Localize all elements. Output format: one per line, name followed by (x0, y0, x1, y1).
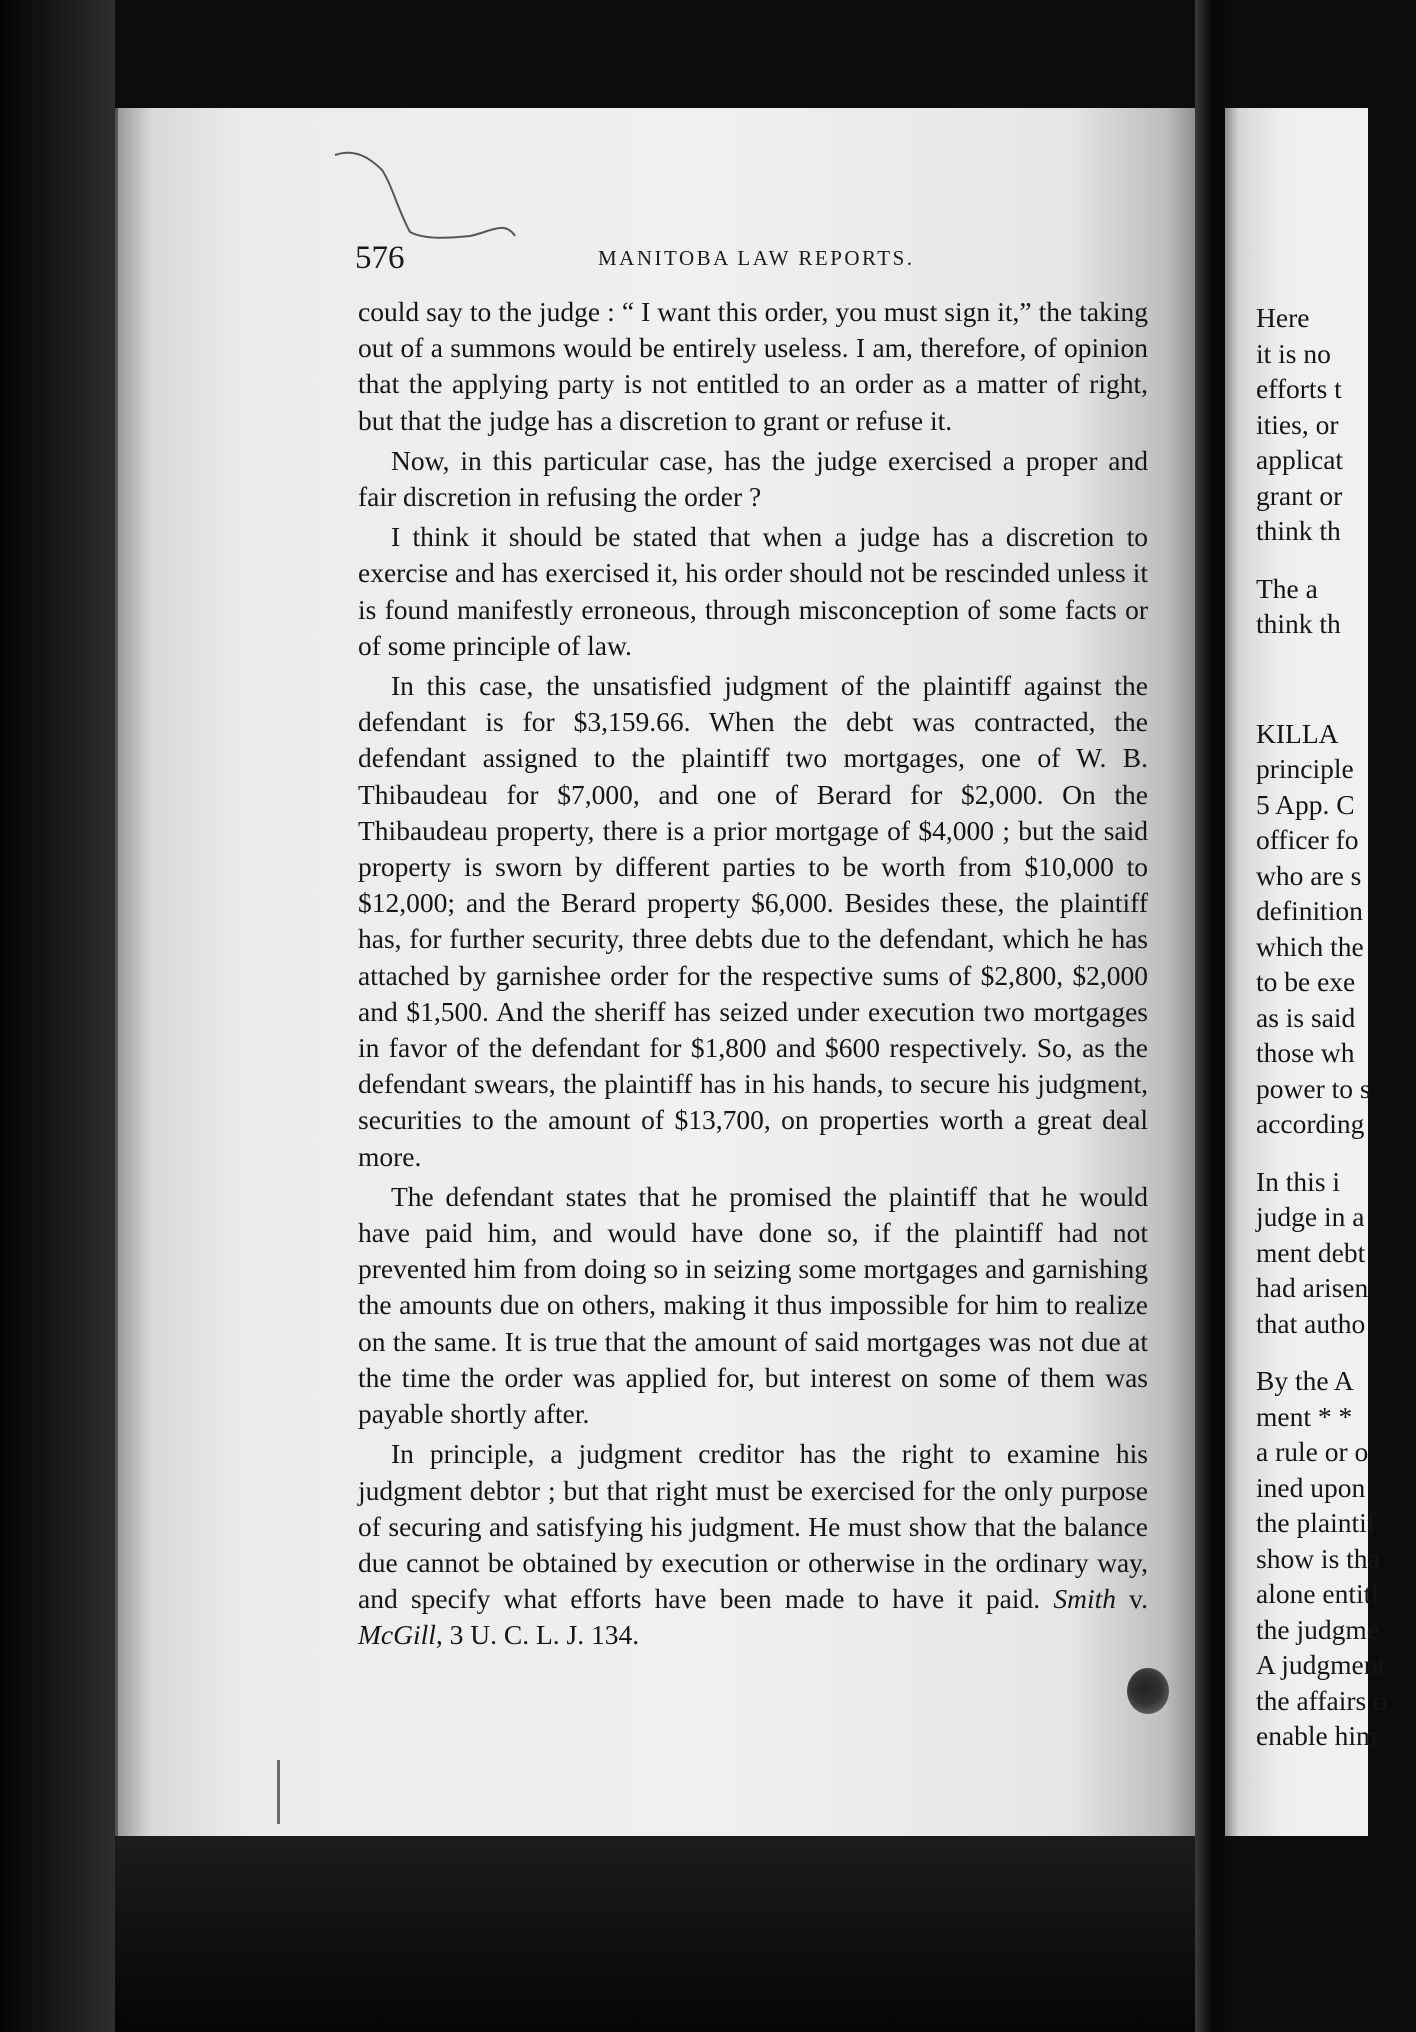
case-name-1: Smith (1053, 1583, 1116, 1615)
case-name-2: McGill, (358, 1619, 443, 1651)
facing-line: the judgme (1256, 1613, 1379, 1645)
facing-line: who are s (1256, 859, 1362, 891)
pen-scribble-mark (330, 140, 530, 250)
facing-line: definition (1256, 895, 1363, 926)
running-head: MANITOBA LAW REPORTS. (598, 246, 915, 270)
facing-line: applicat (1256, 444, 1344, 475)
book-spine (1195, 0, 1225, 2032)
facing-line: ment * * (1256, 1400, 1353, 1432)
facing-line: alone entitl (1256, 1578, 1379, 1609)
facing-page-text (1256, 300, 1416, 1754)
facing-line: the affairs o (1256, 1684, 1387, 1716)
facing-line: By the A (1256, 1365, 1354, 1396)
left-dark-margin (0, 0, 115, 2032)
facing-line: grant or (1256, 479, 1343, 511)
page-header (355, 240, 1175, 284)
paragraph-with-citation (358, 1436, 1148, 1653)
facing-line: a rule or o (1256, 1436, 1369, 1467)
ink-blot (1127, 1668, 1169, 1714)
facing-line: The a (1256, 572, 1318, 604)
facing-line: those wh (1256, 1037, 1355, 1068)
facing-line: enable him (1256, 1720, 1378, 1751)
facing-line: power to s (1256, 1072, 1371, 1104)
facing-line: ined upon (1256, 1471, 1366, 1503)
facing-line: think th (1256, 515, 1341, 546)
facing-line: according (1256, 1108, 1365, 1139)
facing-line: as is said (1256, 1001, 1356, 1033)
facing-line: to be exe (1256, 966, 1356, 997)
facing-line: think th (1256, 608, 1341, 639)
page-number: 576 (355, 240, 405, 276)
facing-line: it is no (1256, 337, 1331, 369)
facing-line: Here (1256, 302, 1310, 333)
facing-line: KILLA (1256, 717, 1339, 749)
paragraph-text: In principle, a judgment creditor has the right to examine his judgment debtor ; but that right must be exercised for the only purpose of securing and satisfying his judgment. He must show that the balance due cannot be obtained by execution or otherwise in the ordinary way, and specify what efforts have been made to have it paid. (358, 1438, 1148, 1615)
facing-line: that autho (1256, 1307, 1366, 1339)
facing-line: 5 App. C (1256, 788, 1355, 820)
facing-line: ment debt (1256, 1236, 1366, 1268)
facing-line: show is tha (1256, 1542, 1380, 1574)
facing-line: had arisen (1256, 1272, 1369, 1303)
facing-line: principle (1256, 753, 1354, 784)
facing-line: A judgment (1256, 1649, 1386, 1680)
page-body (358, 294, 1148, 1654)
paragraph: In this case, the unsatisfied judgment of the plaintiff against the defendant is for $3,159.66. When the debt was contracted, the defendant assigned to the plaintiff two mortgages, one of W. B. Thibaudeau for $7,000, and one of Berard for $2,000. On the Thibaudeau property, there is a prior mortgage of $4,000 ; but the said property is sworn by different parties to be worth from $10,000 to $12,000; and the Berard property $6,000. Besides these, the plaintiff has, for further security, three debts due to the defendant, which he has attached by garnishee order for the respective sums of $2,800, $2,000 and $1,500. And the sheriff has seized under execution two mortgages in favor of the defendant for $1,800 and $600 respectively. So, as the defendant swears, the plaintiff has in his hands, to secure his judgment, securities to the amount of $13,700, on properties worth a great deal more. (358, 670, 1148, 1172)
facing-line: which the (1256, 930, 1364, 962)
paragraph: could say to the judge : “ I want this order, you must sign it,” the taking out of a summons would be entirely useless. I am, therefore, of opinion that the applying party is not entitled to an order as a matter of right, but that the judge has a discretion to grant or refuse it. (358, 296, 1148, 436)
versus: v. (1115, 1583, 1149, 1615)
facing-line: In this i (1256, 1165, 1341, 1197)
facing-line: the plaintif (1256, 1507, 1376, 1538)
facing-line: judge in a (1256, 1201, 1365, 1232)
facing-line: efforts t (1256, 373, 1342, 404)
citation: 3 U. C. L. J. 134. (442, 1619, 640, 1651)
facing-line: officer fo (1256, 824, 1359, 855)
paragraph: The defendant states that he promised the plaintiff that he would have paid him, and would have done so, if the plaintiff had not prevented him from doing so in seizing some mortgages and garnishing the amounts due on others, making it thus impossible for him to realize on the same. It is true that the amount of said mortgages was not due at the time the order was applied for, but interest on some of them was payable shortly after. (358, 1180, 1148, 1430)
paragraph: I think it should be stated that when a judge has a discretion to exercise and has exercised it, his order should not be rescinded unless it is found manifestly erroneous, through misconception of some facts or of some principle of law. (358, 521, 1148, 661)
bottom-dark-margin (115, 1836, 1195, 2032)
facing-line: ities, or (1256, 408, 1339, 440)
margin-pencil-mark (277, 1760, 280, 1824)
paragraph: Now, in this particular case, has the judge exercised a proper and fair discretion in refusing the order ? (358, 444, 1148, 513)
